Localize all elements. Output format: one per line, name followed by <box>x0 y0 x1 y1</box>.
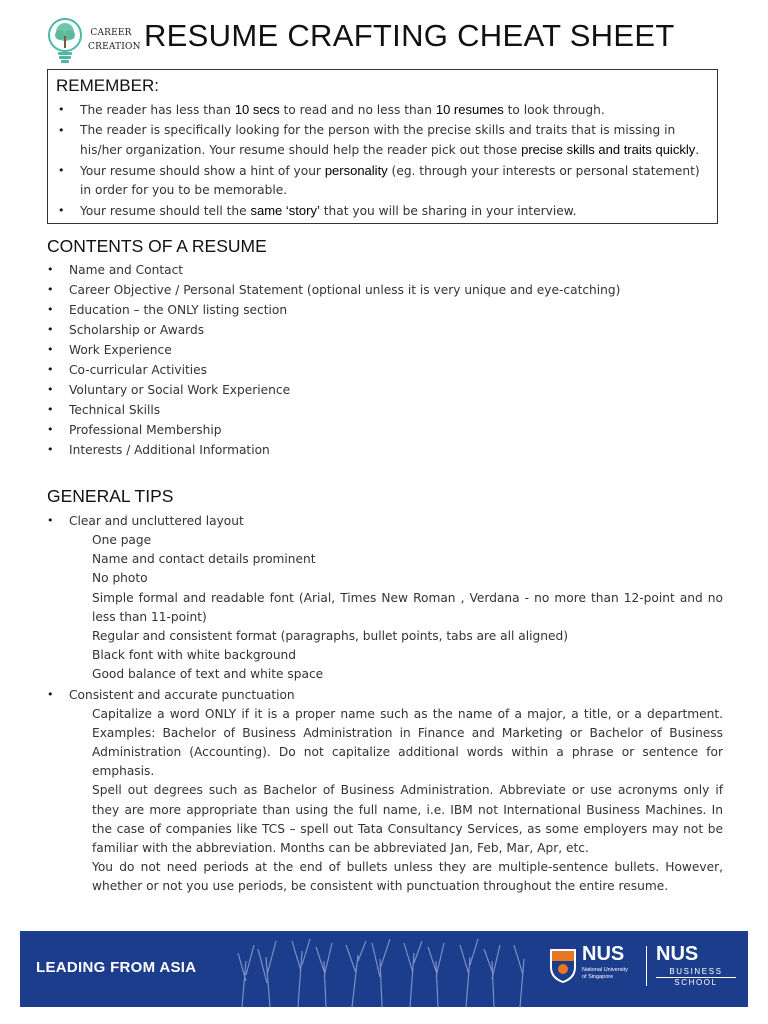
tip-sub-item: Name and contact details prominent <box>92 552 316 567</box>
remember-text: The reader has less than <box>80 103 235 117</box>
school-label: SCHOOL <box>674 978 718 987</box>
contents-item <box>47 340 723 360</box>
remember-item <box>56 161 709 201</box>
contents-item <box>47 440 723 460</box>
remember-list <box>56 100 709 221</box>
bullet-icon: • <box>47 343 54 356</box>
remember-text: to look through. <box>503 103 605 117</box>
tip-sub-item: Spell out degrees such as Bachelor of Business Administration. Abbreviate or use acronyms only if they are more appropriate than using the full name, i.e. IBM not International Business Machines. In the case of companies like TCS – spell out Tata Consultancy Services, as some employers may not be familiar with the abbreviation. Months can be abbreviated Jan, Feb, Mar, Apr, etc. <box>92 783 723 856</box>
remember-text: The reader is specifically looking for the person with the precise skills and traits that is missing in his/her organization. Your resume should help the reader pick out those <box>80 122 676 157</box>
tip-sub-item: No photo <box>92 571 148 586</box>
remember-text: Your resume should show a hint of your <box>80 163 325 178</box>
nus-subtitle-line-1: National University <box>582 967 628 973</box>
bullet-icon: • <box>47 514 54 527</box>
emphasis-text: 10 secs <box>234 102 280 117</box>
remember-heading: REMEMBER: <box>56 76 159 95</box>
tip-sub-item: You do not need periods at the end of bullets unless they are multiple-sentence bullets. However, whether or not you use periods, be consistent with punctuation throughout the entire resume. <box>92 860 723 894</box>
tip-sub-item: Black font with white background <box>92 648 297 663</box>
remember-text: . <box>695 143 700 157</box>
tip-sub-item: Regular and consistent format (paragraphs, bullet points, tabs are all aligned) <box>92 629 568 644</box>
bullet-icon: • <box>47 323 54 336</box>
contents-item-label: Scholarship or Awards <box>69 323 205 337</box>
tips-heading: GENERAL TIPS <box>47 486 174 506</box>
logo-text <box>88 26 141 54</box>
tip-sub-item: Good balance of text and white space <box>92 667 324 682</box>
contents-list <box>47 260 723 460</box>
nus-wordmark: NUS <box>582 943 625 965</box>
contents-item-label: Co-curricular Activities <box>69 363 207 377</box>
tip-group <box>47 511 723 685</box>
emphasis-text: personality <box>324 162 388 178</box>
remember-item <box>56 201 709 222</box>
contents-item-label: Career Objective / Personal Statement (optional unless it is very unique and eye-catching) <box>69 283 621 297</box>
tip-group <box>47 685 723 897</box>
remember-item <box>56 121 709 161</box>
contents-item-label: Technical Skills <box>69 403 161 417</box>
bullet-icon: • <box>58 203 65 217</box>
tip-sub-item: Capitalize a word ONLY if it is a proper name such as the name of a major, a title, or a department. Examples: Bachelor of Business Administration in Finance and Marketing or Bachelor of Business Administration (Accounting). Do not capitalize additional words within a phrase or sentence for emphasis. <box>92 706 723 779</box>
bullet-icon: • <box>47 363 54 376</box>
contents-item <box>47 300 723 320</box>
contents-item-label: Name and Contact <box>69 263 184 277</box>
nus-subtitle <box>582 967 628 981</box>
tip-sub-item: One page <box>92 533 152 547</box>
remember-text: (eg. through your interests or personal statement) in order for you to be memorable. <box>80 163 700 197</box>
bullet-icon: • <box>47 423 54 436</box>
contents-item <box>47 380 723 400</box>
bullet-icon: • <box>47 283 54 296</box>
contents-item <box>47 400 723 420</box>
nus-subtitle-line-2: of Singapore <box>582 974 614 980</box>
emphasis-text: precise skills and traits quickly <box>521 142 696 157</box>
contents-item-label: Work Experience <box>69 343 172 357</box>
tips-list <box>47 511 723 897</box>
contents-item <box>47 320 723 340</box>
tip-group-label: Consistent and accurate punctuation <box>69 687 295 702</box>
contents-item <box>47 280 723 300</box>
contents-item <box>47 360 723 380</box>
bullet-icon: • <box>47 263 54 276</box>
lightbulb-tree-icon <box>46 16 86 66</box>
contents-item <box>47 420 723 440</box>
bullet-icon: • <box>47 403 54 416</box>
tip-group-label: Clear and uncluttered layout <box>69 514 244 528</box>
career-creation-logo <box>46 16 141 68</box>
bullet-icon: • <box>47 383 54 396</box>
tip-sub-list <box>69 705 723 897</box>
remember-text: Your resume should tell the <box>80 203 251 218</box>
tip-sub-item: Simple formal and readable font (Arial, Times New Roman , Verdana - no more than 12-point and no less than 11-point) <box>92 590 723 624</box>
bullet-icon: • <box>58 103 65 116</box>
bullet-icon: • <box>47 303 54 316</box>
bullet-icon: • <box>58 163 65 177</box>
remember-box <box>47 69 718 224</box>
logo-text-line-1: CAREER <box>90 28 132 38</box>
header <box>46 16 736 68</box>
contents-heading: CONTENTS OF A RESUME <box>47 236 267 256</box>
contents-item-label: Interests / Additional Information <box>69 443 270 457</box>
logo-text-line-2: CREATION <box>88 42 141 52</box>
tip-sub-list <box>69 531 723 685</box>
branches-decoration <box>232 931 532 1007</box>
business-school-label <box>656 967 736 988</box>
contents-item-label: Professional Membership <box>69 423 222 437</box>
bullet-icon: • <box>58 123 65 137</box>
remember-text: to read and no less than <box>279 103 436 117</box>
nus-crest-icon <box>548 947 578 985</box>
page-title: RESUME CRAFTING CHEAT SHEET <box>144 18 675 53</box>
footer-banner <box>20 931 748 1007</box>
bullet-icon: • <box>47 687 54 701</box>
contents-item <box>47 260 723 280</box>
contents-item-label: Education – the ONLY listing section <box>69 303 288 317</box>
remember-text: that you will be sharing in your interview. <box>319 203 577 218</box>
contents-item-label: Voluntary or Social Work Experience <box>69 383 291 397</box>
footer-tagline: LEADING FROM ASIA <box>36 959 197 976</box>
nus-business-wordmark: NUS <box>656 943 699 965</box>
logo-divider <box>646 946 647 986</box>
emphasis-text: 10 resumes <box>435 102 504 117</box>
remember-item <box>56 100 709 121</box>
bullet-icon: • <box>47 443 54 456</box>
business-label: BUSINESS <box>656 967 736 978</box>
emphasis-text: same ‘story’ <box>250 202 320 218</box>
